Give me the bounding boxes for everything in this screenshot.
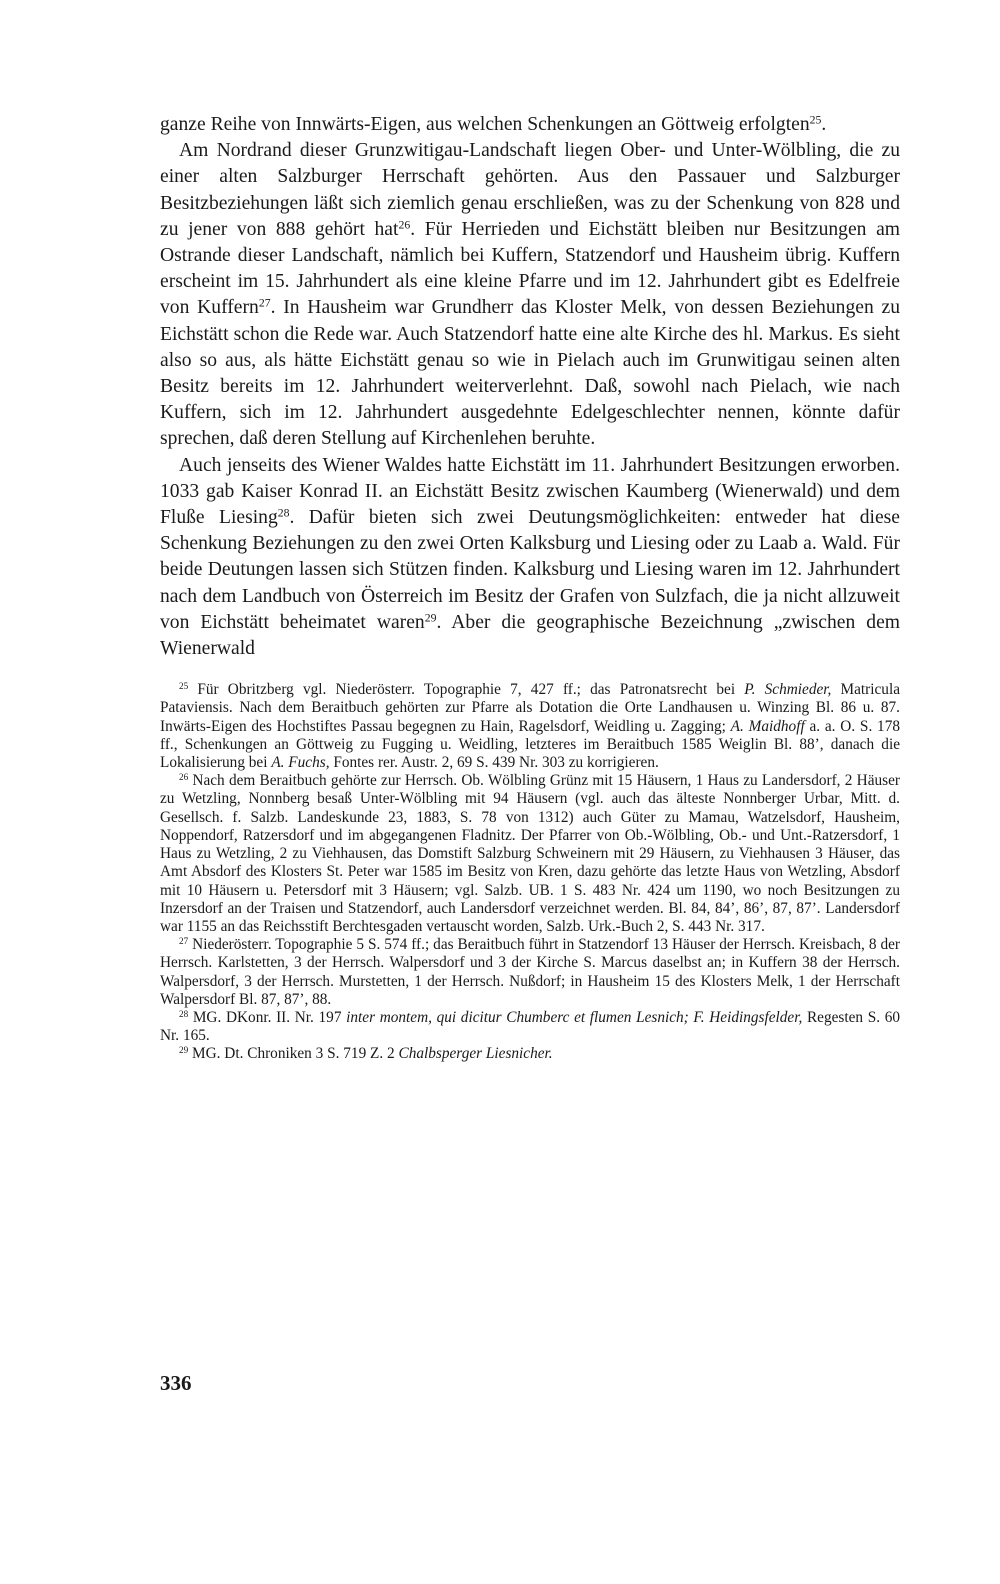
footnote-text: a. a. O. S. 178 ff., Schenkungen an Göttweig zu Fugging u. Weidling, letzteres im Beraitbuch 1585 Weiglin Bl. 88’, danach die Lokalisierung bei — [160, 717, 900, 772]
paragraph-text: . Aber die geographische Bezeichnung „zwischen dem Wienerwald — [160, 611, 901, 660]
paragraph-text: . — [821, 114, 827, 135]
footnote-28 — [160, 1009, 900, 1045]
footnotes — [160, 681, 900, 1063]
paragraph-text: . Dafür bieten sich zwei Deutungsmöglichkeiten: entweder hat diese Schenkung Beziehungen zu den zwei Orten Kalksburg und Liesing oder zu Laab a. Wald. Für beide Deutungen lassen sich Stützen finden. Kalksburg und Liesing waren im 12. Jahrhundert nach dem Landbuch von Österreich im Besitz der Grafen von Sulzfach, die ja nicht allzuweit von Eichstätt beheimatet waren — [160, 507, 900, 633]
paragraph-text: Auch jenseits des Wiener Waldes hatte Eichstätt im 11. Jahrhundert Besitzungen erworben. 1033 gab Kaiser Konrad II. an Eichstätt Besitz zwischen Kaumberg (Wienerwald) und dem Fluße Liesing — [160, 454, 900, 529]
main-text — [160, 112, 900, 662]
footnote-text: Matricula Pataviensis. Nach dem Beraitbuch gehörten zur Pfarre als Dotation die Orte Landhausen u. Winzing Bl. 86 u. 87. Inwärts-Eigen des Hochstiftes Passau begegnen zu Hain, Ragelsdorf, Weidling u. Zagging; — [160, 681, 900, 735]
paragraph-text: ganze Reihe von Innwärts-Eigen, aus welchen Schenkungen an Göttweig erfolgten — [160, 114, 810, 135]
footnote-text: MG. Dt. Chroniken 3 S. 719 Z. 2 — [188, 1045, 399, 1063]
page-body — [160, 112, 900, 1064]
footnote-text: Fontes rer. Austr. 2, 69 S. 439 Nr. 303 zu korrigieren. — [329, 754, 659, 772]
footnote-ref-27[interactable]: 27 — [258, 296, 271, 310]
author-name: A. Maidhoff — [730, 717, 805, 735]
footnote-25 — [160, 681, 900, 772]
latin-quote: Chalbsperger Liesnicher. — [398, 1045, 553, 1063]
page-number: 336 — [160, 1371, 192, 1395]
footnote-number: 28 — [179, 1008, 189, 1019]
author-name: A. Fuchs, — [271, 754, 330, 772]
paragraph-3 — [160, 453, 900, 663]
footnote-text: Nach dem Beraitbuch gehörte zur Herrsch. Ob. Wölbling Grünz mit 15 Häusern, 1 Haus zu Landersdorf, 2 Häuser zu Wetzling, Nonnberg besaß Unter-Wölbling mit 94 Häusern (vgl. auch das älteste Nonnberger Urbar, Mitt. d. Gesellsch. f. Salzb. Landeskunde 23, 1883, S. 78 von 1312) auch Güter zu Mamau, Watzelsdorf, Hausheim, Noppendorf, Ratzersdorf und im abgegangenen Fladnitz. Der Pfarrer von Ob.-Wölbling, Ob.- und Unt.-Ratzersdorf, 1 Haus zu Wetzling, 2 zu Viehhausen, das Domstift Salzburg Schweinern mit 29 Häusern, zu Viehhausen 3 Häuser, das Amt Absdorf des Klosters St. Peter war 1585 im Besitz von Kren, dazu gehörte das letzte Haus von Wetzling, Absdorf mit 10 Häusern u. Petersdorf mit 3 Häusern; vgl. Salzb. UB. 1 S. 483 Nr. 424 um 1190, wo noch Besitzungen zu Inzersdorf an der Traisen und Statzendorf, auch Landersdorf verzeichnet werden. Bl. 84, 84’, 86’, 87, 87’. Landersdorf war 1155 an das Reichsstift Berchtesgaden vertauscht worden, Salzb. Urk.-Buch 2, S. 443 Nr. 317. — [160, 772, 900, 935]
footnote-ref-28[interactable]: 28 — [277, 506, 290, 520]
footnote-text: MG. DKonr. II. Nr. 197 — [188, 1008, 347, 1026]
footnote-text: Regesten S. 60 Nr. 165. — [160, 1008, 900, 1045]
footnote-29 — [160, 1045, 900, 1063]
footnote-number: 26 — [179, 772, 189, 783]
footnote-ref-25[interactable]: 25 — [809, 113, 822, 127]
paragraph-2 — [160, 138, 900, 452]
paragraph-text: . In Hausheim war Grundherr das Kloster Melk, von dessen Beziehungen zu Eichstätt schon die Rede war. Auch Statzendorf hatte eine alte Kirche des hl. Markus. Es sieht also so aus, als hätte Eichstätt genau so wie in Pielach auch im Grunwitigau seinen alten Besitz bereits im 12. Jahrhundert weiterverlehnt. Daß, sowohl nach Pielach, wie nach Kuffern, sich im 12. Jahrhundert ausgedehnte Edelgeschlechter nennen, könnte dafür sprechen, daß deren Stellung auf Kirchenlehen beruhte. — [160, 297, 900, 450]
footnote-27 — [160, 936, 900, 1009]
footnote-text: Für Obritzberg vgl. Niederösterr. Topographie 7, 427 ff.; das Patronatsrecht bei — [188, 681, 745, 699]
footnote-number: 25 — [179, 681, 189, 692]
author-name: P. Schmieder, — [744, 681, 832, 699]
footnote-ref-29[interactable]: 29 — [424, 611, 437, 625]
footnote-text: Niederösterr. Topographie 5 S. 574 ff.; das Beraitbuch führt in Statzendorf 13 Häuser der Herrsch. Kreisbach, 8 der Herrsch. Karlstetten, 3 der Herrsch. Walpersdorf und 3 der Kirche S. Marcus daselbst an; in Kuffern 38 der Herrsch. Walpersdorf, 3 der Herrsch. Murstetten, 1 der Herrsch. Nußdorf; in Hausheim 15 des Klosters Melk, 1 der Herrschaft Walpersdorf Bl. 87, 87’, 88. — [160, 936, 900, 1008]
footnote-number: 29 — [179, 1045, 189, 1056]
paragraph-1 — [160, 112, 900, 138]
footnote-ref-26[interactable]: 26 — [398, 218, 411, 232]
paragraph-text: . Für Herrieden und Eichstätt bleiben nur Besitzungen am Ostrande dieser Landschaft, nämlich bei Kuffern, Statzendorf und Hausheim übrig. Kuffern erscheint im 15. Jahrhundert als eine kleine Pfarre und im 12. Jahrhundert gibt es Edelfreie von Kuffern — [160, 218, 901, 319]
latin-quote: inter montem, qui dicitur Chumberc et flumen Lesnich; F. Heidingsfelder, — [346, 1008, 803, 1026]
paragraph-text: Am Nordrand dieser Grunzwitigau-Landschaft liegen Ober- und Unter-Wölbling, die zu einer alten Salzburger Herrschaft gehörten. Aus den Passauer und Salzburger Besitzbeziehungen läßt sich ziemlich genau erschließen, was zu der Schenkung von 828 und zu jener von 888 gehört hat — [160, 140, 900, 240]
footnote-26 — [160, 772, 900, 936]
footnote-number: 27 — [179, 936, 189, 947]
